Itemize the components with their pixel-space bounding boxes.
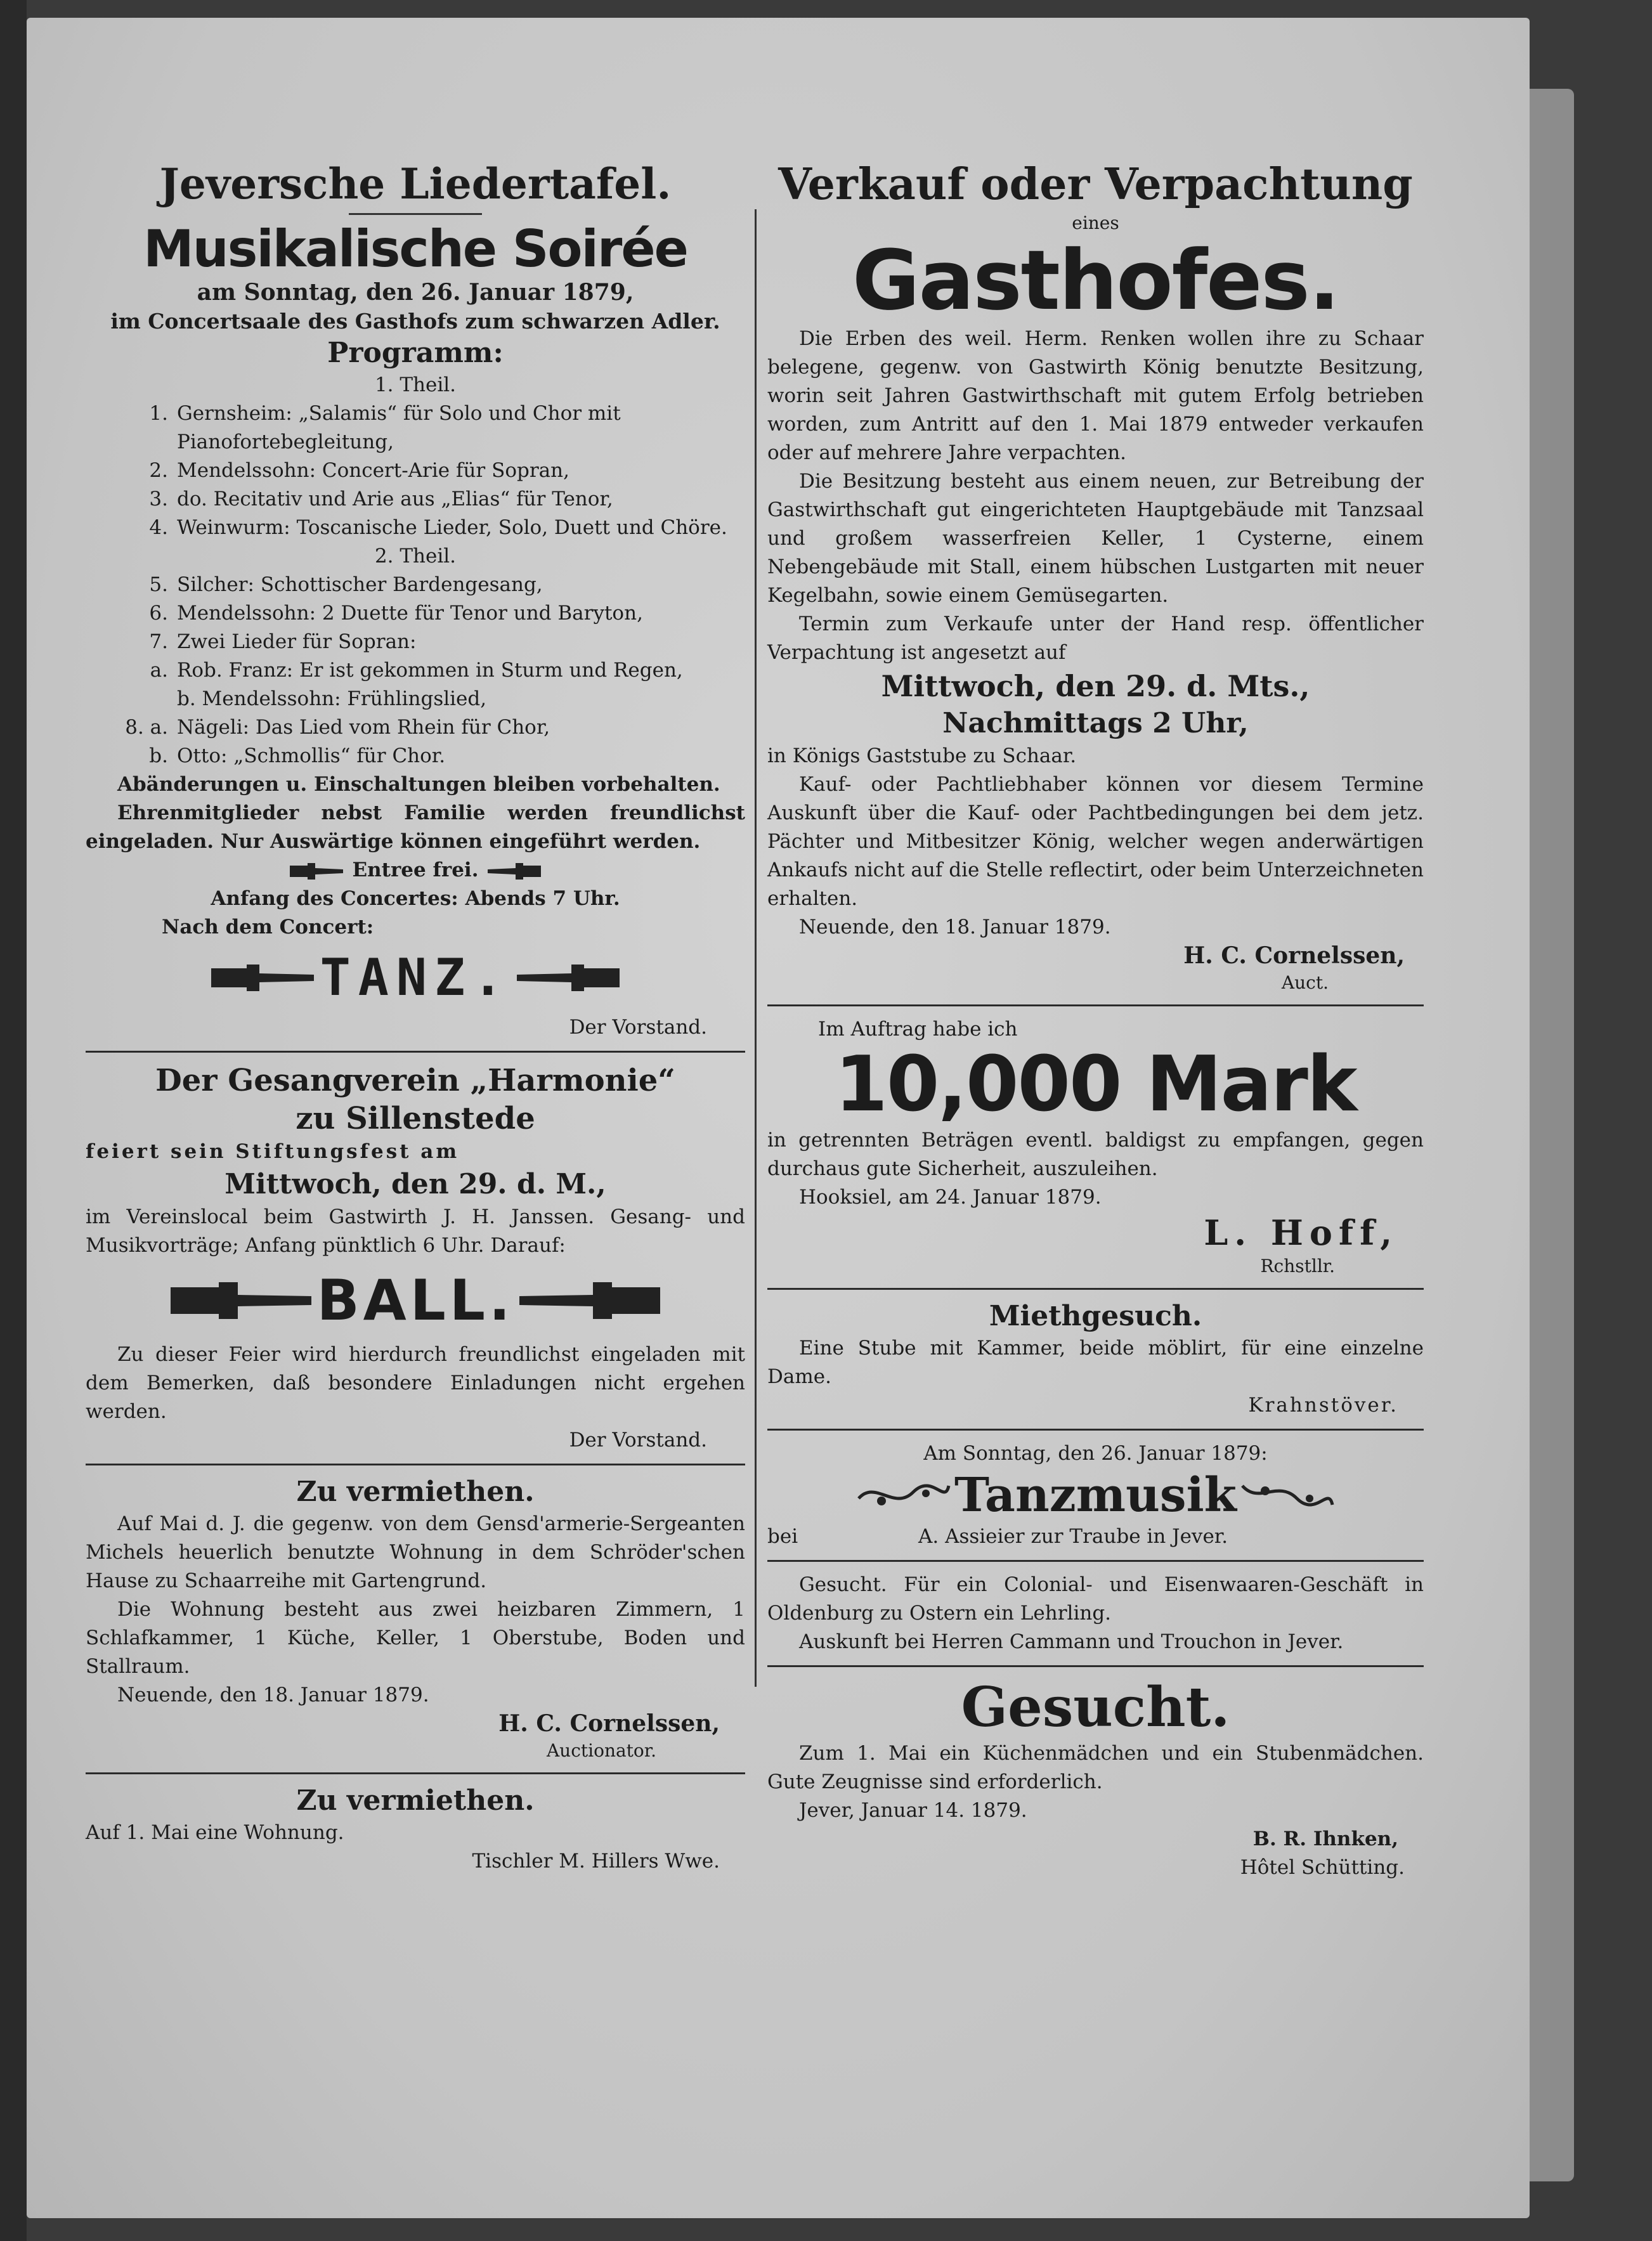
verkauf-gasthofes: Gasthofes.	[852, 232, 1339, 328]
program-item	[86, 713, 745, 742]
item-number: 3.	[149, 488, 168, 510]
ad-separator	[86, 1772, 745, 1774]
vermiethen1-title: Zu vermiethen.	[296, 1476, 535, 1508]
teil1-heading: 1. Theil.	[374, 374, 457, 396]
teil2-heading: 2. Theil.	[374, 545, 457, 568]
item-number: a.	[150, 659, 168, 682]
program-item	[86, 485, 745, 514]
pointing-hand-right-icon	[209, 962, 316, 994]
gesucht1-p1: Gesucht. Für ein Colonial- und Eisenwaaren-Geschäft in Oldenburg zu Ostern ein Lehrling.	[767, 1573, 1424, 1625]
ad-vermiethen-1	[86, 1474, 745, 1764]
miethgesuch-signature: Krahnstöver.	[1248, 1394, 1398, 1417]
left-column	[86, 159, 745, 1876]
harmonie-invite: Zu dieser Feier wird hierdurch freundlichst eingeladen mit dem Bemerken, daß besondere Einladungen nicht ergehen werden.	[86, 1343, 745, 1423]
ad-liedertafel	[86, 159, 745, 1042]
item-text: Weinwurm: Toscanische Lieder, Solo, Duett und Chöre.	[177, 516, 727, 539]
ad-harmonie	[86, 1062, 745, 1455]
soiree-headline: Musikalische Soirée	[143, 219, 687, 278]
verkauf-place: in Königs Gaststube zu Schaar.	[767, 744, 1077, 767]
tanzmusik-host: A. Assieier zur Traube in Jever.	[918, 1525, 1228, 1548]
mark-signature: L. Hoff,	[1204, 1212, 1398, 1253]
tanz-line	[86, 948, 745, 1007]
mark-date: Hooksiel, am 24. Januar 1879.	[799, 1186, 1102, 1209]
column-divider	[755, 209, 757, 1687]
verkauf-time: Nachmittags 2 Uhr,	[942, 707, 1249, 739]
pointing-hand-left-icon	[485, 861, 542, 882]
item-number: 2.	[149, 459, 168, 482]
ball-line	[86, 1268, 745, 1333]
item-number	[86, 685, 177, 713]
vermiethen1-date: Neuende, den 18. Januar 1879.	[117, 1684, 429, 1706]
liedertafel-signature: Der Vorstand.	[569, 1016, 707, 1039]
ornament-flourish-icon	[856, 1479, 951, 1511]
miethgesuch-p1: Eine Stube mit Kammer, beide möblirt, für eine einzelne Dame.	[767, 1337, 1424, 1388]
gesucht2-p1: Zum 1. Mai ein Küchenmädchen und ein Stubenmädchen. Gute Zeugnisse sind erforderlich.	[767, 1742, 1424, 1793]
item-text: Mendelssohn: Concert-Arie für Sopran,	[177, 459, 569, 482]
harmonie-subtitle: zu Sillenstede	[296, 1101, 535, 1136]
program-item	[86, 628, 745, 656]
item-text: do. Recitativ und Arie aus „Elias“ für Tenor,	[177, 488, 613, 510]
ad-miethgesuch	[767, 1299, 1424, 1420]
short-rule	[349, 213, 482, 215]
verkauf-p1: Die Erben des weil. Herm. Renken wollen ihre zu Schaar belegene, gegenw. von Gastwirth König benutzte Besitzung, worin seit Jahren Gastwirthschaft mit gutem Erfolg betrieben worden, zum Antritt auf den 1. Mai 1879 entweder verkaufen oder auf mehrere Jahre verpachten.	[767, 327, 1424, 464]
item-text: b. Mendelssohn: Frühlingslied,	[177, 687, 487, 710]
miethgesuch-title: Miethgesuch.	[989, 1300, 1202, 1332]
ad-separator	[767, 1665, 1424, 1667]
item-text: Nägeli: Das Lied vom Rhein für Chor,	[177, 716, 550, 739]
gesucht2-role: Hôtel Schütting.	[1240, 1856, 1405, 1879]
ad-separator	[767, 1004, 1424, 1006]
verkauf-p2: Die Besitzung besteht aus einem neuen, zur Betreibung der Gastwirthschaft gut eingerichteten Hauptgebäude mit Tanzsaal und großem wasserfreien Keller, 1 Cysterne, einem Nebengebäude mit Stall, einem hübschen Lustgarten mit neuer Kegelbahn, sowie einem Gemüsegarten.	[767, 470, 1424, 607]
program-item	[86, 742, 745, 770]
page-stack-edge	[1530, 89, 1574, 2181]
tanzmusik-bei: bei	[767, 1525, 798, 1548]
harmonie-body: im Vereinslocal beim Gastwirth J. H. Janssen. Gesang- und Musikvorträge; Anfang pünktlich 6 Uhr. Darauf:	[86, 1205, 745, 1257]
ad-vermiethen-2	[86, 1783, 745, 1876]
vermiethen2-title: Zu vermiethen.	[296, 1784, 535, 1817]
ball-text: BALL.	[316, 1268, 514, 1333]
vermiethen1-signature: H. C. Cornelssen,	[498, 1710, 720, 1737]
ad-gesucht-maedchen	[767, 1676, 1424, 1882]
tanzmusik-date: Am Sonntag, den 26. Januar 1879:	[923, 1442, 1268, 1465]
scan-left-edge	[0, 0, 27, 2241]
verkauf-eines: eines	[1072, 212, 1119, 233]
verkauf-date: Mittwoch, den 29. d. Mts.,	[881, 669, 1310, 703]
gesucht2-title: Gesucht.	[961, 1675, 1230, 1739]
programm-heading: Programm:	[327, 337, 504, 369]
harmonie-title: Der Gesangverein „Harmonie“	[155, 1063, 675, 1098]
program-part1	[86, 399, 745, 542]
soiree-venue: im Concertsaale des Gasthofs zum schwarzen Adler.	[110, 309, 720, 334]
ad-verkauf	[767, 159, 1424, 996]
verkauf-signature: H. C. Cornelssen,	[1183, 942, 1405, 969]
ad-gesucht-lehrling	[767, 1571, 1424, 1656]
ad-separator	[86, 1464, 745, 1465]
tanzmusik-title: Tanzmusik	[954, 1468, 1237, 1523]
pointing-hand-right-icon	[289, 861, 346, 882]
item-text: Silcher: Schottischer Bardengesang,	[177, 573, 543, 596]
program-item	[86, 599, 745, 628]
gesucht2-date: Jever, Januar 14. 1879.	[799, 1799, 1027, 1822]
pointing-hand-left-icon	[514, 962, 622, 994]
ad-separator	[767, 1560, 1424, 1562]
program-item	[86, 685, 745, 713]
item-text: Zwei Lieder für Sopran:	[177, 630, 417, 653]
gesucht1-p2: Auskunft bei Herren Cammann und Trouchon in Jever.	[799, 1630, 1344, 1653]
ad-tanzmusik	[767, 1439, 1424, 1551]
mark-line1: Im Auftrag habe ich	[818, 1018, 1018, 1041]
item-number: 7.	[149, 630, 168, 653]
item-text: Rob. Franz: Er ist gekommen in Sturm und Regen,	[177, 659, 683, 682]
verkauf-p4: Kauf- oder Pachtliebhaber können vor diesem Termine Auskunft über die Kauf- oder Pachtbedingungen bei dem jetz. Pächter und Mitbesitzer König, welcher wegen anderwärtigen Ankaufs nicht auf die Stelle reflectirt, oder beim Unterzeichneten erhalten.	[767, 773, 1424, 910]
item-number: 6.	[149, 602, 168, 625]
start-time: Anfang des Concertes: Abends 7 Uhr.	[211, 887, 620, 910]
tanzmusik-heading	[767, 1468, 1424, 1523]
tanz-text: TANZ.	[320, 948, 511, 1007]
entree-line	[86, 856, 745, 885]
program-item	[86, 571, 745, 599]
pointing-hand-right-icon	[168, 1278, 314, 1323]
tanzmusik-host-line	[767, 1523, 1424, 1551]
program-item	[86, 457, 745, 485]
right-column	[767, 159, 1424, 1882]
vermiethen2-signature: Tischler M. Hillers Wwe.	[472, 1850, 720, 1873]
gesucht2-signature: B. R. Ihnken,	[1252, 1828, 1398, 1850]
ornament-flourish-icon	[1240, 1479, 1335, 1511]
item-number: b.	[149, 744, 168, 767]
harmonie-signature: Der Vorstand.	[569, 1429, 707, 1452]
pointing-hand-left-icon	[517, 1278, 663, 1323]
ad-mark	[767, 1015, 1424, 1279]
mark-role: Rchstllr.	[1260, 1256, 1335, 1276]
mark-p1: in getrennten Beträgen eventl. baldigst zu empfangen, gegen durchaus gute Sicherheit, auszuleihen.	[767, 1129, 1424, 1180]
soiree-date: am Sonntag, den 26. Januar 1879,	[197, 279, 634, 306]
entree-text: Entree frei.	[352, 859, 479, 881]
program-item	[86, 656, 745, 685]
item-number: 5.	[149, 573, 168, 596]
vermiethen1-role: Auctionator.	[546, 1740, 656, 1761]
members-note: Ehrenmitglieder nebst Familie werden freundlichst eingeladen. Nur Auswärtige können eingeführt werden.	[86, 802, 745, 853]
ad-separator	[767, 1429, 1424, 1431]
vermiethen1-p2: Die Wohnung besteht aus zwei heizbaren Zimmern, 1 Schlafkammer, 1 Küche, Keller, 1 Oberstube, Boden und Stallraum.	[86, 1598, 745, 1678]
item-number: 8. a.	[125, 716, 168, 739]
program-part2	[86, 571, 745, 770]
liedertafel-title: Jeversche Liedertafel.	[159, 159, 672, 209]
changes-note: Abänderungen u. Einschaltungen bleiben vorbehalten.	[117, 773, 720, 796]
harmonie-date: Mittwoch, den 29. d. M.,	[224, 1168, 606, 1200]
mark-amount: 10,000 Mark	[835, 1041, 1356, 1129]
item-text: Mendelssohn: 2 Duette für Tenor und Baryton,	[177, 602, 643, 625]
harmonie-line1: feiert sein Stiftungsfest am	[86, 1140, 460, 1163]
after-concert: Nach dem Concert:	[162, 916, 374, 939]
item-text: Gernsheim: „Salamis“ für Solo und Chor mit Pianofortebegleitung,	[177, 402, 621, 453]
vermiethen2-p1: Auf 1. Mai eine Wohnung.	[86, 1821, 344, 1844]
verkauf-role: Auct.	[1281, 972, 1329, 993]
verkauf-p3: Termin zum Verkaufe unter der Hand resp. öffentlicher Verpachtung ist angesetzt auf	[767, 613, 1424, 664]
program-item	[86, 514, 745, 542]
verkauf-sigdate: Neuende, den 18. Januar 1879.	[799, 916, 1111, 939]
program-item	[86, 399, 745, 457]
item-number: 4.	[149, 516, 168, 539]
item-text: Otto: „Schmollis“ für Chor.	[177, 744, 446, 767]
item-number: 1.	[149, 402, 168, 425]
ad-separator	[86, 1051, 745, 1053]
vermiethen1-p1: Auf Mai d. J. die gegenw. von dem Gensd'armerie-Sergeanten Michels heuerlich benutzte Wohnung in dem Schröder'schen Hause zu Schaarreihe mit Gartengrund.	[86, 1512, 745, 1592]
ad-separator	[767, 1288, 1424, 1290]
verkauf-title: Verkauf oder Verpachtung	[778, 159, 1413, 210]
